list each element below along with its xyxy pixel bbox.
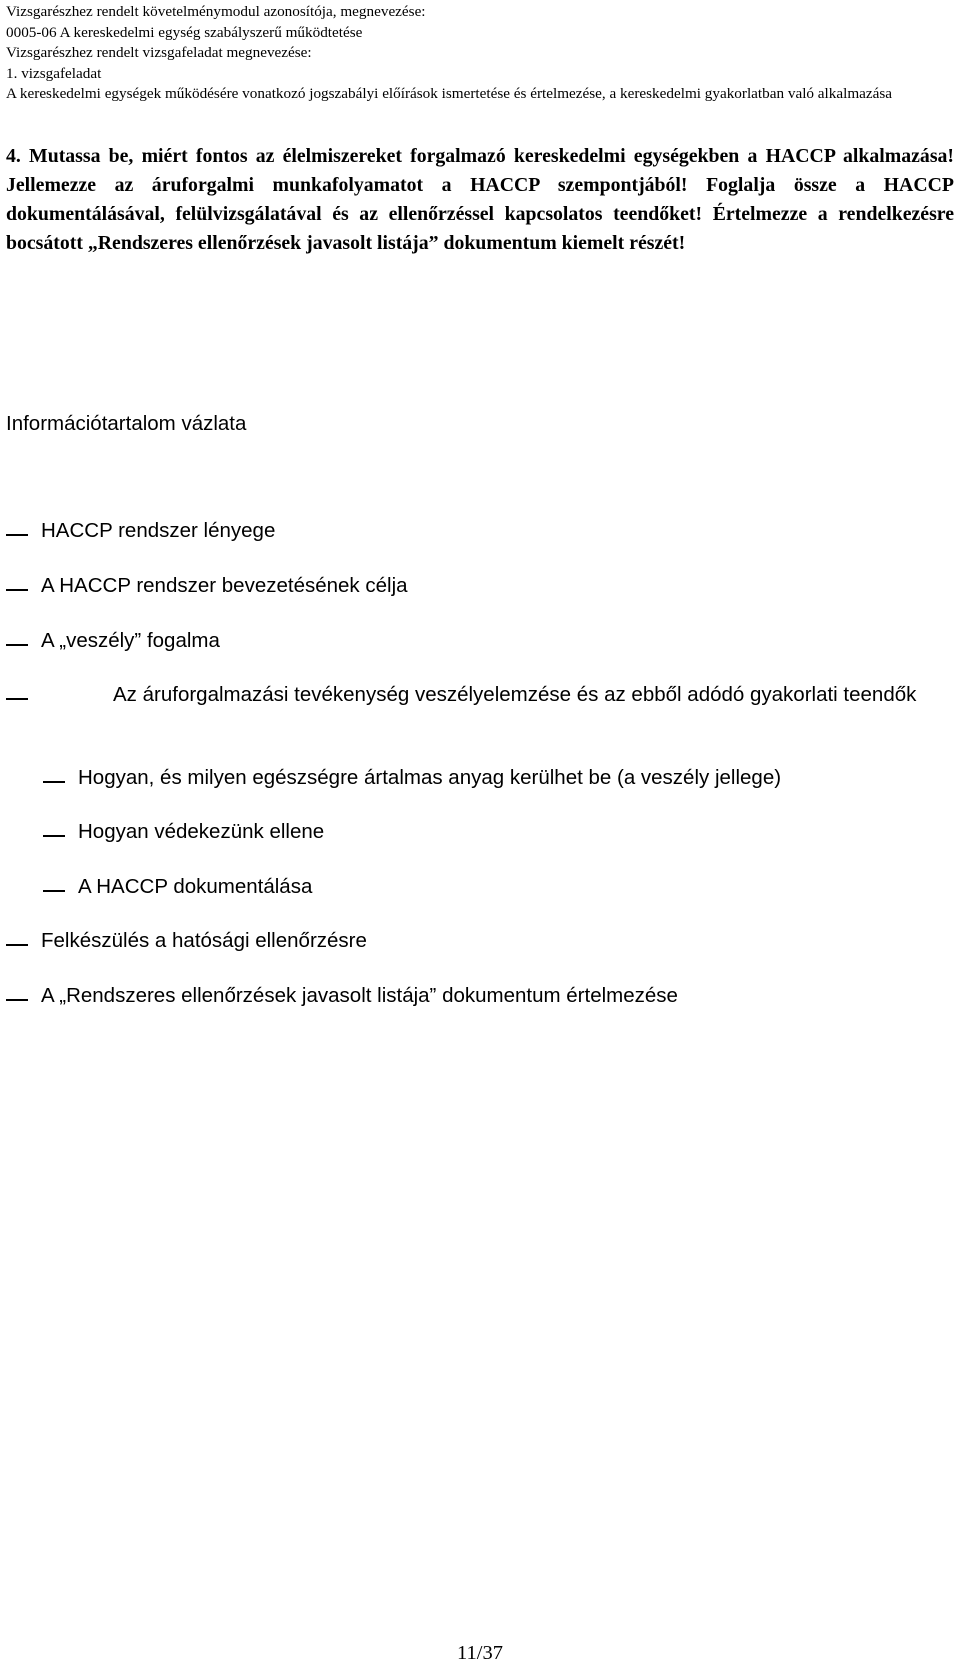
dash-bullet-icon (43, 835, 65, 837)
header-module-label: Vizsgarészhez rendelt követelménymodul azonosítója, megnevezése: (6, 3, 426, 20)
dash-bullet-icon (6, 589, 28, 591)
header-module-name: 0005-06 A kereskedelmi egység szabályszerű működtetése (6, 23, 363, 41)
outline-item-text: A „veszély” fogalma (41, 629, 220, 652)
header-task-number: 1. vizsgafeladat (6, 64, 102, 82)
header-task-label: Vizsgarészhez rendelt vizsgafeladat megnevezése: (6, 44, 312, 61)
dash-bullet-icon (6, 999, 28, 1001)
outline-subitem-text: Hogyan, és milyen egészségre ártalmas anyag kerülhet be (a veszély jellege) (78, 766, 782, 789)
outline-item-text: Felkészülés a hatósági ellenőrzésre (41, 929, 367, 952)
outline-subitem-text: A HACCP dokumentálása (78, 875, 313, 898)
dash-bullet-icon (43, 781, 65, 783)
outline-item-text: Az áruforgalmazási tevékenység veszélyelemzése és az ebből adódó gyakorlati teendők (113, 683, 917, 706)
dash-bullet-icon (6, 698, 28, 700)
dash-bullet-icon (6, 644, 28, 646)
dash-bullet-icon (43, 890, 65, 892)
dash-bullet-icon (6, 534, 28, 536)
outline-item-text: A „Rendszeres ellenőrzések javasolt listája” dokumentum értelmezése (41, 984, 678, 1007)
exam-question: 4. Mutassa be, miért fontos az élelmiszereket forgalmazó kereskedelmi egységekben a HACCP alkalmazása! Jellemezze az áruforgalmi munkafolyamatot a HACCP szempontjából! Foglalja össze a HACCP dokumentálásával, felülvizsgálatával és az ellenőrzéssel kapcsolatos teendőket! Értelmezze a rendelkezésre bocsátott „Rendszeres ellenőrzések javasolt listája” dokumentum kiemelt részét! (6, 145, 954, 254)
page-number: 11/37 (457, 1642, 503, 1664)
outline-title: Információtartalom vázlata (6, 412, 247, 435)
outline-subitem-text: Hogyan védekezünk ellene (78, 820, 325, 843)
outline-item-text: HACCP rendszer lényege (41, 519, 276, 542)
dash-bullet-icon (6, 944, 28, 946)
outline-item-text: A HACCP rendszer bevezetésének célja (41, 574, 408, 597)
outline-item (6, 681, 941, 709)
header-task-name: A kereskedelmi egységek működésére vonatkozó jogszabályi előírások ismertetése és értelmezése, a kereskedelmi gyakorlatban való alkalmazása (6, 85, 893, 102)
